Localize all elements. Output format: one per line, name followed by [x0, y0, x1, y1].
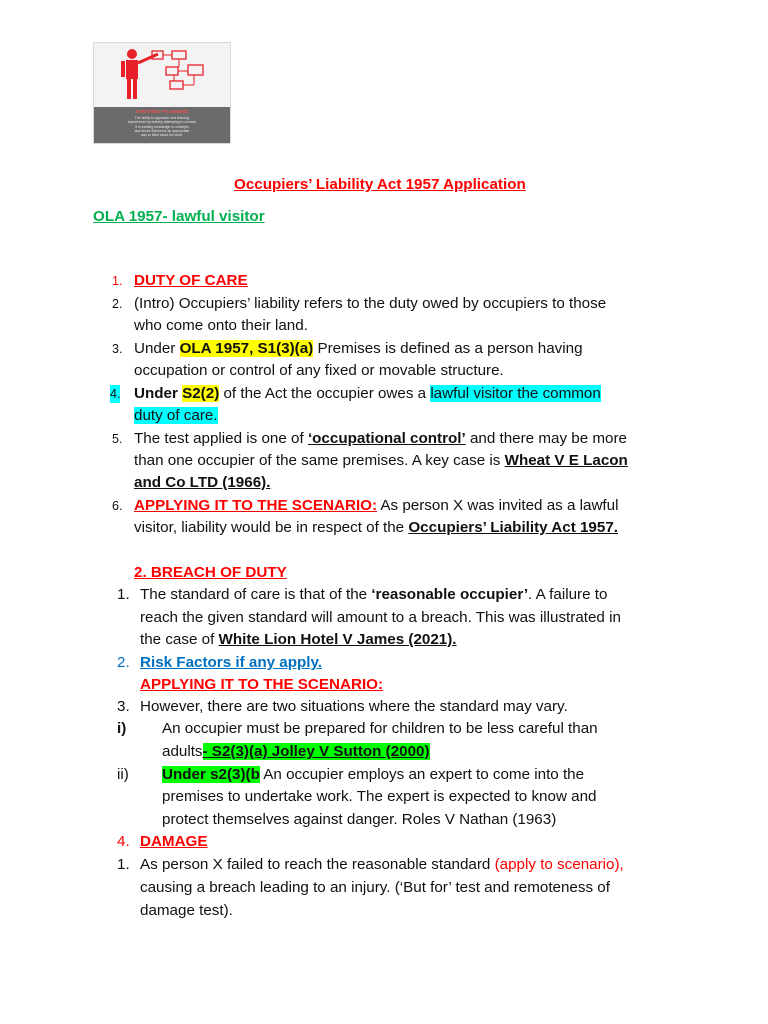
case-citation: White Lion Hotel V James (2021).: [218, 631, 457, 648]
list-number: 6.: [112, 499, 123, 513]
text-run: than one occupier of the same premises. A key case is: [134, 452, 505, 469]
list-number: 1.: [117, 856, 130, 873]
text-run: adults: [162, 743, 203, 760]
list-item-text: [140, 631, 457, 649]
act-citation: Occupiers’ Liability Act 1957.: [408, 519, 618, 536]
list-item-text: damage test).: [140, 902, 233, 919]
list-number: ii): [117, 766, 129, 783]
list-number: 3.: [117, 698, 130, 715]
list-number: i): [117, 720, 127, 737]
key-term: ‘occupational control’: [307, 430, 466, 447]
strategy-planning-logo: [93, 42, 231, 144]
highlighted-case: - S2(3)(a) Jolley V Sutton (2000): [202, 743, 430, 760]
list-item-text: [134, 519, 618, 537]
list-number: 1.: [112, 274, 123, 288]
list-item-text: [134, 430, 627, 448]
text-run: visitor, liability would be in respect of the: [134, 519, 409, 536]
key-term: ‘reasonable occupier’: [371, 586, 529, 603]
list-number: 4.: [117, 833, 130, 850]
text-run: As person X was invited as a lawful: [377, 497, 619, 514]
logo-desc-line: experiences by actively attempting to connect: [127, 120, 197, 125]
logo-desc-line: and hence determine an appropriate: [134, 128, 190, 133]
case-citation: and Co LTD (1966).: [134, 474, 271, 491]
list-item-text: [140, 856, 624, 874]
list-item-text: occupation or control of any fixed or movable structure.: [134, 362, 504, 379]
list-number: 3.: [112, 342, 123, 356]
logo-caption-band: [94, 107, 230, 143]
text-run: of the Act the occupier owes a: [219, 385, 431, 402]
logo-description: [104, 116, 220, 137]
highlighted-statute: S2(2): [182, 385, 220, 402]
person-flowchart-icon: [94, 43, 230, 109]
logo-desc-line: way to think about the work.: [140, 133, 184, 138]
logo-title: STRATEGY PLANNING: [135, 109, 189, 114]
section-heading-duty: DUTY OF CARE: [134, 272, 248, 289]
section-heading-breach: 2. BREACH OF DUTY: [134, 564, 287, 581]
list-item-text: (Intro) Occupiers’ liability refers to the duty owed by occupiers to those: [134, 295, 607, 312]
section-heading-damage: DAMAGE: [140, 833, 208, 850]
text-run: As person X failed to reach the reasonable standard: [140, 856, 495, 873]
list-number: 2.: [117, 654, 130, 671]
list-item-text: protect themselves against danger. Roles V Nathan (1963): [162, 811, 557, 828]
list-number: 5.: [112, 432, 123, 446]
list-item-text: reach the given standard will amount to a breach. This was illustrated in: [140, 609, 621, 626]
list-number: 2.: [112, 297, 123, 311]
list-item-text: An occupier must be prepared for children to be less careful than: [162, 720, 598, 737]
text-run: the case of: [140, 631, 219, 648]
list-item-text: [134, 452, 628, 470]
list-item-text: [162, 743, 430, 761]
text-run: Under: [134, 340, 180, 357]
list-item-text: causing a breach leading to an injury. (‘But for’ test and remoteness of: [140, 879, 610, 896]
document-title: Occupiers’ Liability Act 1957 Application: [234, 176, 526, 193]
list-item-text: [134, 407, 218, 425]
text-run: Premises is defined as a person having: [313, 340, 583, 357]
list-item-text: who come onto their land.: [134, 317, 308, 334]
text-run: . A failure to: [528, 586, 608, 603]
text-run: Under: [134, 385, 183, 402]
logo-desc-line: it to existing knowledge or concepts: [135, 124, 189, 129]
list-item-text: However, there are two situations where the standard may vary.: [140, 698, 568, 715]
risk-factors-link[interactable]: Risk Factors if any apply.: [140, 654, 323, 671]
text-run: An occupier employs an expert to come into the: [259, 766, 585, 783]
text-run: The test applied is one of: [134, 430, 308, 447]
list-item-text: [162, 766, 584, 784]
highlighted-statute: Under s2(3)(b: [162, 766, 260, 783]
text-run: The standard of care is that of the: [140, 586, 372, 603]
list-item-text: [134, 497, 618, 515]
highlighted-statute: OLA 1957, S1(3)(a): [179, 340, 314, 357]
logo-desc-line: The ability to approach new learning: [134, 116, 190, 120]
scenario-note: (apply to scenario),: [494, 856, 624, 873]
scenario-label: APPLYING IT TO THE SCENARIO:: [140, 676, 384, 693]
case-citation: Wheat V E Lacon: [504, 452, 628, 469]
document-subtitle: OLA 1957- lawful visitor: [93, 208, 265, 225]
list-item-text: premises to undertake work. The expert is expected to know and: [162, 788, 597, 805]
list-number: 4.: [110, 387, 121, 401]
list-item-text: [134, 340, 583, 358]
highlighted-phrase: duty of care.: [134, 407, 218, 424]
text-run: and there may be more: [465, 430, 627, 447]
scenario-label: APPLYING IT TO THE SCENARIO:: [134, 497, 378, 514]
list-number: 1.: [117, 586, 130, 603]
list-item-text: [140, 586, 607, 604]
list-item-text: [134, 385, 601, 403]
highlighted-phrase: lawful visitor the common: [430, 385, 601, 402]
